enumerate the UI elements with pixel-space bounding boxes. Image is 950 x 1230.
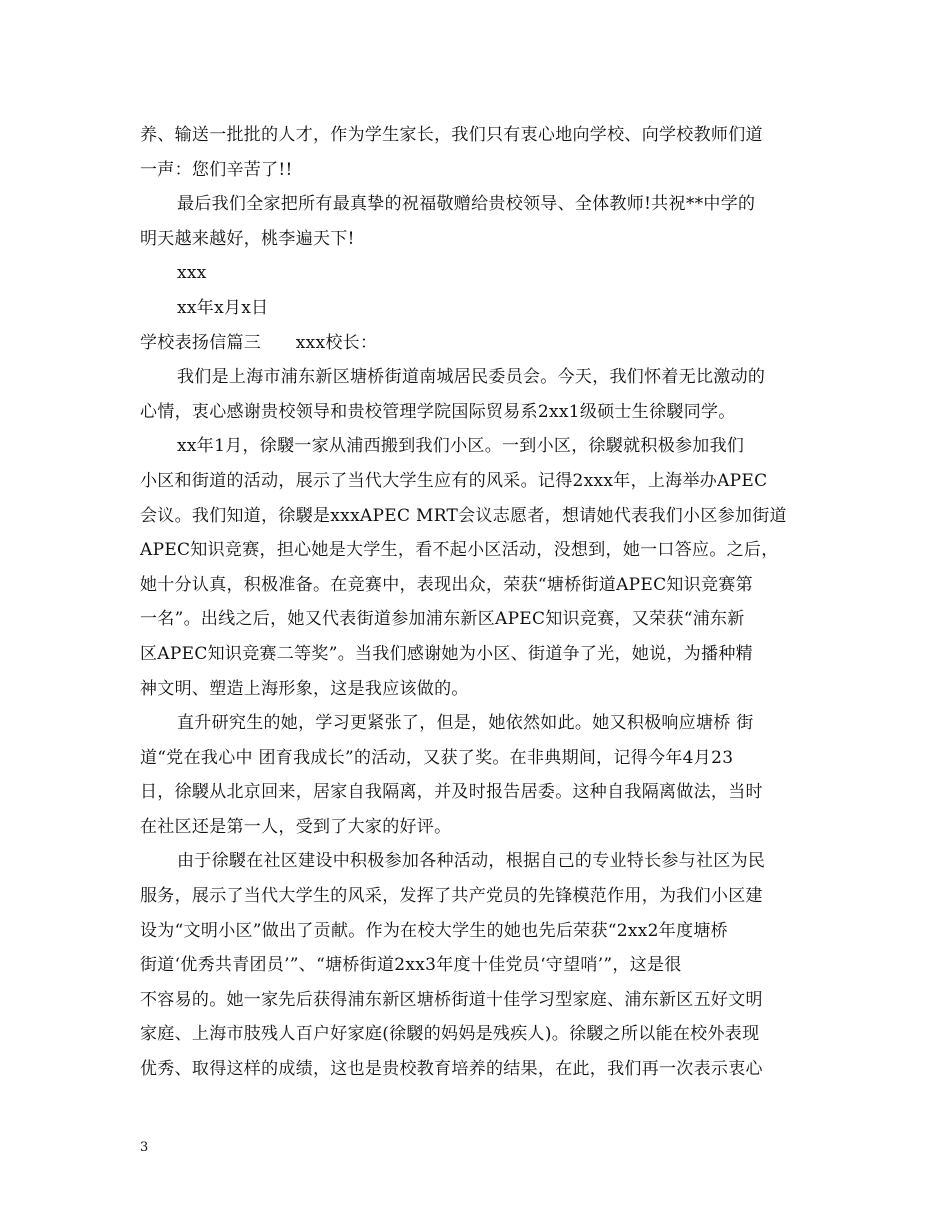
text-line: 服务，展示了当代大学生的风采，发挥了共产党员的先锋模范作用，为我们小区建 [140, 886, 763, 907]
text-line: 家庭、上海市肢残人百户好家庭(徐騣的妈妈是残疾人)。徐騣之所以能在校外表现 [140, 1024, 760, 1045]
document-body [140, 118, 820, 1087]
text-line: 一声：您们辛苦了!! [140, 159, 293, 180]
text-line: 优秀、取得这样的成绩，这也是贵校教育培养的结果，在此，我们再一次表示衷心 [140, 1059, 763, 1080]
text-line: 设为“文明小区”做出了贡献。作为在校大学生的她也先后荣获“2xx2年度塘桥 [140, 920, 728, 941]
text-line: 她十分认真，积极准备。在竞赛中，表现出众，荣获“塘桥街道APEC知识竞赛第 [140, 574, 753, 595]
text-line: 神文明、塑造上海形象，这是我应该做的。 [140, 678, 469, 699]
text-line: 由于徐騣在社区建设中积极参加各种活动，根据自己的专业特长参与社区为民 [177, 851, 766, 872]
text-line: 日，徐騣从北京回来，居家自我隔离，并及时报告居委。这种自我隔离做法，当时 [140, 782, 763, 803]
section-heading: 学校表扬信篇三 xxx校长： [140, 332, 378, 353]
text-line: 会议。我们知道，徐騣是xxxAPEC MRT会议志愿者，想请她代表我们小区参加街道 [140, 505, 787, 526]
text-line: 一名”。出线之后，她又代表街道参加浦东新区APEC知识竞赛，又荣获“浦东新 [140, 609, 745, 630]
page-number: 3 [140, 1140, 149, 1155]
text-line: 小区和街道的活动，展示了当代大学生应有的风采。记得2xxx年，上海举办APEC [140, 470, 768, 491]
text-line: xx年1月，徐騣一家从浦西搬到我们小区。一到小区，徐騣就积极参加我们 [177, 436, 745, 457]
text-line: 在社区还是第一人，受到了大家的好评。 [140, 816, 452, 837]
text-line: 不容易的。她一家先后获得浦东新区塘桥街道十佳学习型家庭、浦东新区五好文明 [140, 989, 763, 1010]
text-line: 直升研究生的她，学习更紧张了，但是，她依然如此。她又积极响应塘桥 街 [177, 713, 754, 734]
text-line: APEC知识竞赛，担心她是大学生，看不起小区活动，没想到，她一口答应。之后， [140, 540, 779, 561]
text-line: 养、输送一批批的人才，作为学生家长，我们只有衷心地向学校、向学校教师们道 [140, 125, 763, 145]
text-line: 我们是上海市浦东新区塘桥街道南城居民委员会。今天，我们怀着无比激动的 [177, 367, 766, 388]
signature-date: xx年x月x日 [177, 297, 269, 318]
signature-name: xxx [177, 263, 207, 284]
text-line: 明天越来越好，桃李遍天下! [140, 228, 355, 249]
text-line: 道“党在我心中 团育我成长”的活动，又获了奖。在非典期间，记得今年4月23 [140, 747, 734, 768]
text-line: 心情，衷心感谢贵校领导和贵校管理学院国际贸易系2xx1级硕士生徐騣同学。 [140, 401, 736, 422]
text-line: 街道‘优秀共青团员’”、“塘桥街道2xx3年度十佳党员‘守望哨’”，这是很 [140, 955, 682, 976]
text-line: 区APEC知识竞赛二等奖”。当我们感谢她为小区、街道争了光，她说，为播种精 [140, 643, 753, 664]
text-line: 最后我们全家把所有最真挚的祝福敬赠给贵校领导、全体教师!共祝**中学的 [177, 194, 756, 215]
